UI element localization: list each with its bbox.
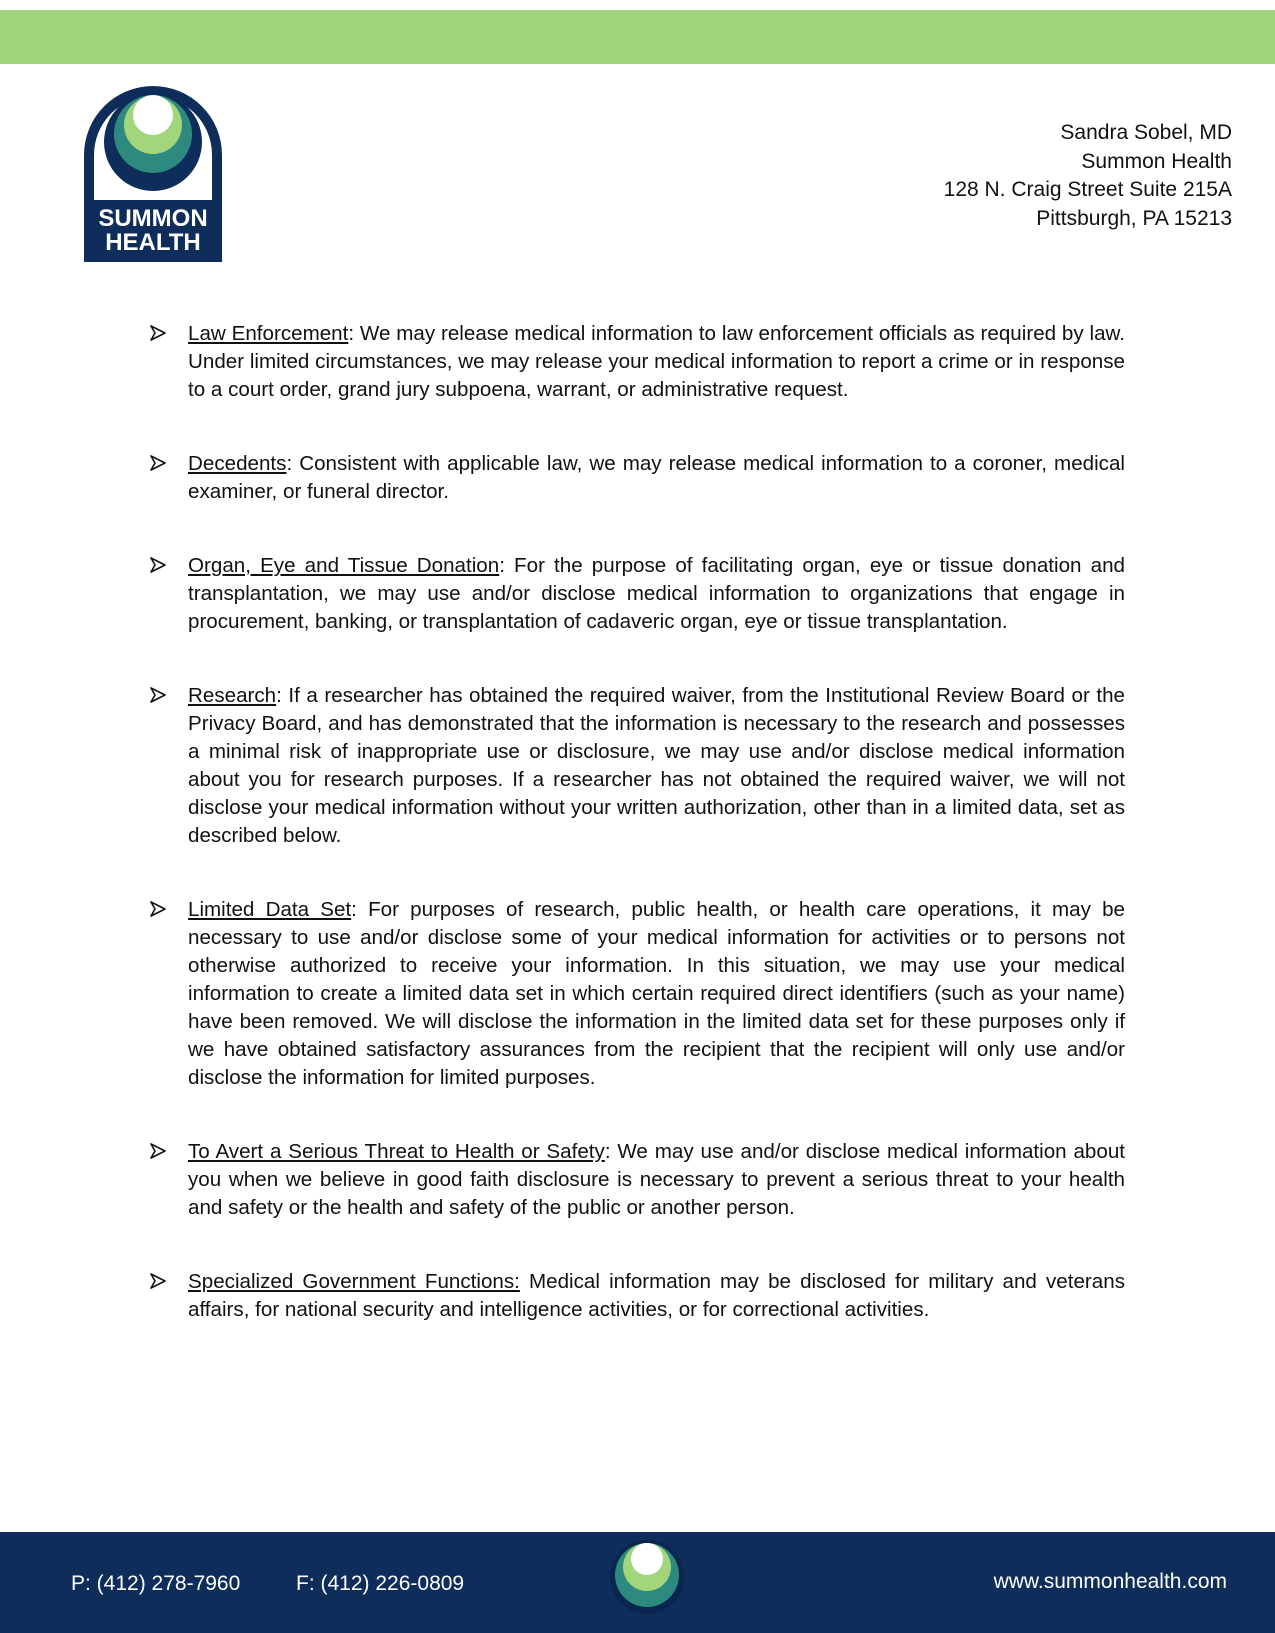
list-item-text (188, 682, 1125, 850)
list-item-text (188, 896, 1125, 1092)
footer-bar (0, 1532, 1275, 1633)
list-item-text (188, 1268, 1125, 1324)
footer-fax: F: (412) 226-0809 (296, 1572, 465, 1595)
item-heading: Limited Data Set (188, 898, 352, 921)
list-item-text (188, 552, 1125, 636)
arrowhead-bullet-icon (150, 325, 166, 341)
footer-website: www.summonhealth.com (993, 1570, 1227, 1593)
item-heading: Research (188, 684, 277, 707)
summon-health-mark-icon (608, 1538, 686, 1616)
item-body: : If a researcher has obtained the required waiver, from the Institutional Review Board or the Privacy Board, and has demonstrated that the information is necessary to the research and possesses a minimal risk of inappropriate use or disclosure, we may use and/or disclose medical information about you for research purposes. If a researcher has not obtained the required waiver, we will not disclose your medical information without your written authorization, other than in a limited data, set as described below. (188, 684, 1125, 847)
top-accent-bar (0, 10, 1275, 64)
item-body: : Consistent with applicable law, we may release medical information to a coroner, medical examiner, or funeral director. (188, 452, 1125, 503)
list-item (150, 450, 1125, 506)
footer-phone: P: (412) 278-7960 (71, 1572, 241, 1595)
disclosure-list (150, 320, 1125, 1370)
address-street: 128 N. Craig Street Suite 215A (943, 178, 1232, 201)
arrowhead-bullet-icon (150, 455, 166, 471)
item-body: : We may use and/or disclose medical information about you when we believe in good faith disclosure is necessary to prevent a serious threat to your health and safety or the health and safety of the public or another person. (188, 1140, 1125, 1219)
arrowhead-bullet-icon (150, 1273, 166, 1289)
list-item (150, 552, 1125, 636)
arrowhead-bullet-icon (150, 1143, 166, 1159)
item-heading: Decedents (188, 452, 287, 475)
list-item-text (188, 320, 1125, 404)
arrowhead-bullet-icon (150, 557, 166, 573)
list-item (150, 682, 1125, 850)
item-body: : We may release medical information to law enforcement officials as required by law. Under limited circumstances, we may release your medical information to report a crime or in response to a court order, grand jury subpoena, warrant, or administrative request. (188, 322, 1125, 401)
list-item-text (188, 1138, 1125, 1222)
item-body: : For purposes of research, public health, or health care operations, it may be necessary to use and/or disclose some of your medical information for activities or to persons not otherwise authorized to receive your information. In this situation, we may use your medical information to create a limited data set in which certain required direct identifiers (such as your name) have been removed. We will disclose the information in the limited data set for these purposes only if we have obtained satisfactory assurances from the recipient that the recipient will only use and/or disclose the information for limited purposes. (188, 898, 1125, 1089)
list-item (150, 1268, 1125, 1324)
arrowhead-bullet-icon (150, 687, 166, 703)
address-city: Pittsburgh, PA 15213 (1036, 206, 1232, 230)
address-name: Sandra Sobel, MD (1060, 121, 1232, 144)
item-body: Medical information may be disclosed for military and veterans affairs, for national security and intelligence activities, or for correctional activities. (188, 1270, 1125, 1321)
address-org: Summon Health (1081, 149, 1232, 173)
summon-health-logo (84, 86, 222, 262)
logo-text-line1: SUMMON (98, 205, 208, 232)
arrowhead-bullet-icon (150, 901, 166, 917)
list-item (150, 1138, 1125, 1222)
item-heading: To Avert a Serious Threat to Health or Safety (188, 1140, 605, 1163)
list-item (150, 320, 1125, 404)
item-body: : For the purpose of facilitating organ, eye or tissue donation and transplantation, we may use and/or disclose medical information to organizations that engage in procurement, banking, or transplantation of cadaveric organ, eye or tissue transplantation. (188, 554, 1125, 633)
list-item (150, 896, 1125, 1092)
list-item-text (188, 450, 1125, 506)
item-heading: Law Enforcement (188, 322, 349, 345)
logo-text-line2: HEALTH (105, 229, 201, 256)
sender-address (944, 119, 1232, 233)
item-heading: Specialized Government Functions: (188, 1270, 520, 1293)
item-heading: Organ, Eye and Tissue Donation (188, 554, 500, 577)
